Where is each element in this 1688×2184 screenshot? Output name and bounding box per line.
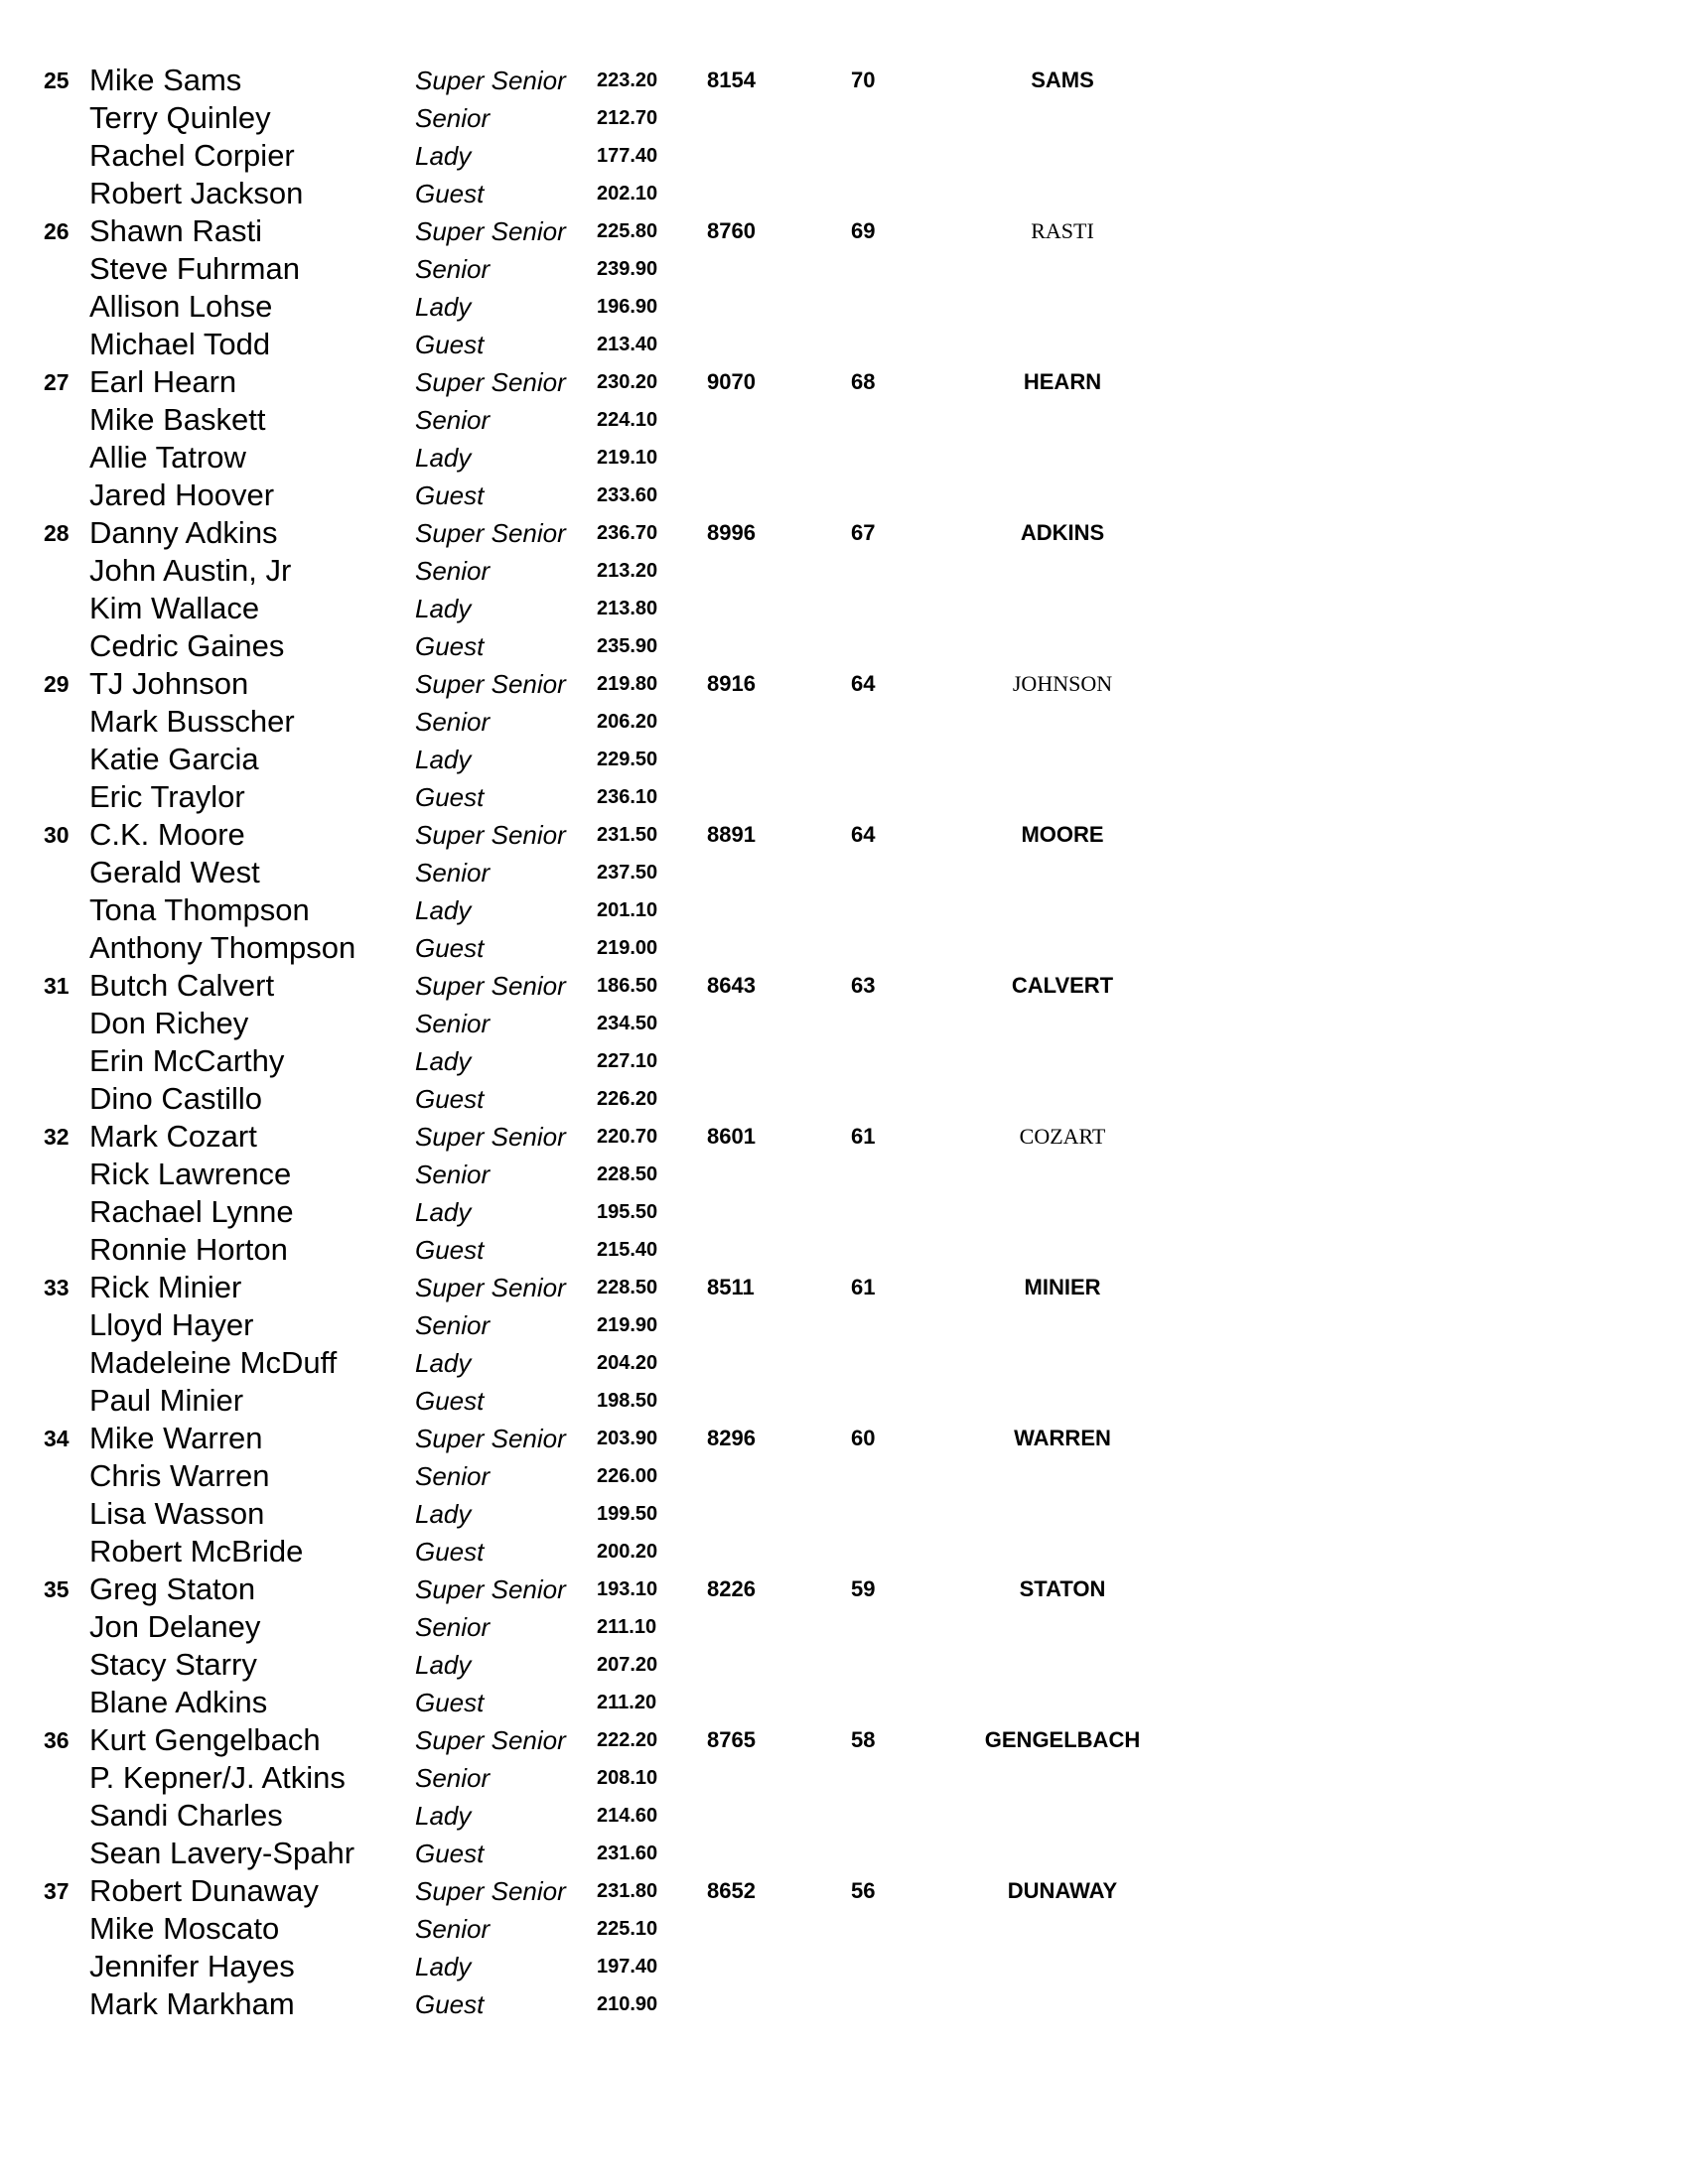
team-number: 30 <box>44 822 70 848</box>
team-points: 69 <box>851 218 876 243</box>
player-score: 228.50 <box>597 1277 658 1298</box>
player-row <box>0 1042 1688 1080</box>
team-captain: ADKINS <box>1020 520 1105 545</box>
player-division: Guest <box>415 480 485 510</box>
player-name: Don Richey <box>89 1006 249 1040</box>
player-name: Paul Minier <box>89 1383 244 1418</box>
player-division: Guest <box>415 1084 485 1114</box>
team-captain: WARREN <box>1014 1426 1111 1450</box>
player-name: Erin McCarthy <box>89 1043 285 1078</box>
team-points: 68 <box>851 369 876 394</box>
team-points: 63 <box>851 973 876 998</box>
team-points: 59 <box>851 1576 876 1601</box>
player-division: Guest <box>415 1989 485 2019</box>
player-row <box>0 514 1688 552</box>
player-row <box>0 1646 1688 1684</box>
player-name: Gerald West <box>89 855 260 889</box>
player-division: Senior <box>415 1763 491 1793</box>
player-score: 225.10 <box>597 1918 658 1940</box>
player-division: Senior <box>415 858 491 887</box>
player-score: 231.80 <box>597 1880 658 1902</box>
team-captain: HEARN <box>1023 369 1102 394</box>
player-row <box>0 1382 1688 1420</box>
player-score: 231.60 <box>597 1843 658 1864</box>
player-division: Senior <box>415 405 491 435</box>
player-division: Guest <box>415 330 485 359</box>
player-division: Lady <box>415 1801 472 1831</box>
player-row <box>0 1948 1688 1985</box>
team-block <box>0 665 1688 816</box>
team-number: 25 <box>44 68 70 93</box>
player-row <box>0 816 1688 854</box>
player-division: Lady <box>415 594 472 623</box>
player-score: 235.90 <box>597 635 658 657</box>
player-row <box>0 854 1688 891</box>
player-division: Lady <box>415 1650 472 1680</box>
player-score: 219.90 <box>597 1314 658 1336</box>
player-row <box>0 326 1688 363</box>
team-block <box>0 1721 1688 1872</box>
team-points: 64 <box>851 822 876 847</box>
player-row <box>0 703 1688 741</box>
team-captain: DUNAWAY <box>1007 1878 1118 1903</box>
team-points: 61 <box>851 1275 876 1299</box>
player-name: Mark Markham <box>89 1986 295 2021</box>
player-score: 234.50 <box>597 1013 658 1034</box>
player-name: Mike Sams <box>89 63 242 97</box>
team-number: 29 <box>44 671 70 697</box>
player-score: 226.00 <box>597 1465 658 1487</box>
player-row <box>0 1721 1688 1759</box>
player-row <box>0 1231 1688 1269</box>
player-name: Robert McBride <box>89 1534 304 1569</box>
player-division: Lady <box>415 1952 472 1981</box>
team-total: 8891 <box>707 822 756 847</box>
team-points: 56 <box>851 1878 876 1903</box>
player-name: Lloyd Hayer <box>89 1307 254 1342</box>
player-row <box>0 1872 1688 1910</box>
player-row <box>0 250 1688 288</box>
player-score: 219.00 <box>597 937 658 959</box>
player-division: Super Senior <box>415 1876 566 1906</box>
team-total: 8916 <box>707 671 756 696</box>
player-name: Greg Staton <box>89 1571 256 1606</box>
player-division: Guest <box>415 1537 485 1567</box>
player-division: Lady <box>415 1046 472 1076</box>
player-division: Super Senior <box>415 518 566 548</box>
player-name: TJ Johnson <box>89 666 249 701</box>
player-division: Lady <box>415 443 472 473</box>
player-name: Robert Dunaway <box>89 1873 319 1908</box>
player-division: Senior <box>415 1461 491 1491</box>
team-captain: COZART <box>1019 1124 1106 1149</box>
player-score: 198.50 <box>597 1390 658 1412</box>
team-block <box>0 1570 1688 1721</box>
player-score: 230.20 <box>597 371 658 393</box>
player-score: 213.20 <box>597 560 658 582</box>
player-name: Shawn Rasti <box>89 213 263 248</box>
player-name: Rick Lawrence <box>89 1157 292 1191</box>
player-row <box>0 1684 1688 1721</box>
team-block <box>0 967 1688 1118</box>
player-name: Michael Todd <box>89 327 271 361</box>
player-name: Kim Wallace <box>89 591 260 625</box>
team-number: 33 <box>44 1275 70 1300</box>
team-total: 8996 <box>707 520 756 545</box>
team-captain: SAMS <box>1031 68 1094 92</box>
team-block <box>0 1269 1688 1420</box>
team-block <box>0 1420 1688 1570</box>
results-sheet <box>0 62 1688 2023</box>
player-row <box>0 1156 1688 1193</box>
player-division: Senior <box>415 1310 491 1340</box>
player-score: 225.80 <box>597 220 658 242</box>
team-total: 8601 <box>707 1124 756 1149</box>
player-name: Mark Busscher <box>89 704 295 739</box>
team-captain: CALVERT <box>1011 973 1114 998</box>
team-block <box>0 1118 1688 1269</box>
player-name: Terry Quinley <box>89 100 271 135</box>
player-name: Jon Delaney <box>89 1609 261 1644</box>
player-division: Guest <box>415 1235 485 1265</box>
player-division: Super Senior <box>415 1424 566 1453</box>
player-division: Super Senior <box>415 367 566 397</box>
team-captain: MOORE <box>1021 822 1104 847</box>
player-score: 215.40 <box>597 1239 658 1261</box>
player-division: Lady <box>415 141 472 171</box>
player-division: Guest <box>415 1839 485 1868</box>
player-score: 196.90 <box>597 296 658 318</box>
player-row <box>0 1193 1688 1231</box>
player-score: 219.10 <box>597 447 658 469</box>
player-division: Guest <box>415 1688 485 1717</box>
player-division: Senior <box>415 1160 491 1189</box>
player-score: 236.70 <box>597 522 658 544</box>
player-name: Robert Jackson <box>89 176 304 210</box>
team-number: 32 <box>44 1124 70 1150</box>
player-row <box>0 1570 1688 1608</box>
player-score: 207.20 <box>597 1654 658 1676</box>
player-score: 202.10 <box>597 183 658 205</box>
player-name: Jennifer Hayes <box>89 1949 295 1983</box>
team-captain: STATON <box>1019 1576 1106 1601</box>
player-division: Guest <box>415 1386 485 1416</box>
player-score: 177.40 <box>597 145 658 167</box>
player-row <box>0 1457 1688 1495</box>
player-name: Mike Baskett <box>89 402 266 437</box>
player-score: 212.70 <box>597 107 658 129</box>
player-row <box>0 1835 1688 1872</box>
team-number: 26 <box>44 218 70 244</box>
player-score: 200.20 <box>597 1541 658 1563</box>
player-row <box>0 288 1688 326</box>
player-row <box>0 891 1688 929</box>
team-number: 37 <box>44 1878 70 1904</box>
player-score: 195.50 <box>597 1201 658 1223</box>
player-name: Earl Hearn <box>89 364 237 399</box>
player-name: Rick Minier <box>89 1270 242 1304</box>
player-division: Senior <box>415 1612 491 1642</box>
team-captain: GENGELBACH <box>984 1727 1141 1752</box>
player-score: 193.10 <box>597 1578 658 1600</box>
team-points: 58 <box>851 1727 876 1752</box>
player-score: 199.50 <box>597 1503 658 1525</box>
player-row <box>0 1118 1688 1156</box>
player-name: Butch Calvert <box>89 968 275 1003</box>
team-block <box>0 212 1688 363</box>
player-row <box>0 1985 1688 2023</box>
player-row <box>0 363 1688 401</box>
player-division: Guest <box>415 933 485 963</box>
team-block <box>0 1872 1688 2023</box>
player-row <box>0 212 1688 250</box>
team-total: 8652 <box>707 1878 756 1903</box>
team-number: 35 <box>44 1576 70 1602</box>
player-name: Mark Cozart <box>89 1119 257 1154</box>
player-row <box>0 590 1688 627</box>
player-division: Senior <box>415 1914 491 1944</box>
player-name: Tona Thompson <box>89 892 310 927</box>
team-number: 31 <box>44 973 70 999</box>
player-row <box>0 1495 1688 1533</box>
player-score: 223.20 <box>597 69 658 91</box>
player-row <box>0 1005 1688 1042</box>
team-total: 8643 <box>707 973 756 998</box>
player-name: Kurt Gengelbach <box>89 1722 321 1757</box>
player-score: 229.50 <box>597 749 658 770</box>
player-score: 204.20 <box>597 1352 658 1374</box>
player-division: Super Senior <box>415 669 566 699</box>
player-score: 228.50 <box>597 1163 658 1185</box>
player-row <box>0 1080 1688 1118</box>
player-division: Super Senior <box>415 1273 566 1302</box>
team-number: 27 <box>44 369 70 395</box>
player-name: Allison Lohse <box>89 289 273 324</box>
player-name: Mike Moscato <box>89 1911 280 1946</box>
player-score: 213.40 <box>597 334 658 355</box>
player-name: Stacy Starry <box>89 1647 257 1682</box>
player-division: Guest <box>415 179 485 208</box>
player-row <box>0 1797 1688 1835</box>
player-division: Senior <box>415 556 491 586</box>
player-row <box>0 175 1688 212</box>
player-name: Mike Warren <box>89 1421 263 1455</box>
player-division: Senior <box>415 707 491 737</box>
player-name: Katie Garcia <box>89 742 259 776</box>
player-score: 220.70 <box>597 1126 658 1148</box>
team-block <box>0 514 1688 665</box>
player-division: Super Senior <box>415 1122 566 1152</box>
player-row <box>0 552 1688 590</box>
player-row <box>0 439 1688 477</box>
player-row <box>0 137 1688 175</box>
player-name: Blane Adkins <box>89 1685 268 1719</box>
player-row <box>0 1306 1688 1344</box>
player-row <box>0 665 1688 703</box>
team-points: 60 <box>851 1426 876 1450</box>
team-total: 9070 <box>707 369 756 394</box>
team-points: 61 <box>851 1124 876 1149</box>
team-total: 8226 <box>707 1576 756 1601</box>
player-division: Senior <box>415 1009 491 1038</box>
team-points: 64 <box>851 671 876 696</box>
player-division: Lady <box>415 1348 472 1378</box>
player-name: Rachel Corpier <box>89 138 295 173</box>
player-row <box>0 1608 1688 1646</box>
player-score: 224.10 <box>597 409 658 431</box>
player-score: 214.60 <box>597 1805 658 1827</box>
team-total: 8154 <box>707 68 756 92</box>
player-name: P. Kepner/J. Atkins <box>89 1760 346 1795</box>
player-score: 186.50 <box>597 975 658 997</box>
player-score: 237.50 <box>597 862 658 884</box>
player-score: 201.10 <box>597 899 658 921</box>
player-division: Lady <box>415 292 472 322</box>
player-score: 208.10 <box>597 1767 658 1789</box>
player-name: Eric Traylor <box>89 779 245 814</box>
player-row <box>0 967 1688 1005</box>
player-division: Super Senior <box>415 1725 566 1755</box>
player-division: Lady <box>415 1197 472 1227</box>
player-row <box>0 62 1688 99</box>
player-row <box>0 1269 1688 1306</box>
team-block <box>0 363 1688 514</box>
player-row <box>0 1533 1688 1570</box>
player-name: Madeleine McDuff <box>89 1345 338 1380</box>
player-row <box>0 1910 1688 1948</box>
player-score: 233.60 <box>597 484 658 506</box>
team-number: 34 <box>44 1426 70 1451</box>
team-points: 67 <box>851 520 876 545</box>
player-row <box>0 1344 1688 1382</box>
player-row <box>0 929 1688 967</box>
player-score: 236.10 <box>597 786 658 808</box>
player-division: Senior <box>415 103 491 133</box>
player-name: Steve Fuhrman <box>89 251 300 286</box>
player-division: Super Senior <box>415 66 566 95</box>
player-score: 239.90 <box>597 258 658 280</box>
player-row <box>0 477 1688 514</box>
team-number: 36 <box>44 1727 70 1753</box>
player-division: Super Senior <box>415 1574 566 1604</box>
player-name: Ronnie Horton <box>89 1232 288 1267</box>
player-score: 213.80 <box>597 598 658 619</box>
player-division: Guest <box>415 631 485 661</box>
team-captain: JOHNSON <box>1012 671 1113 696</box>
player-row <box>0 627 1688 665</box>
player-division: Guest <box>415 782 485 812</box>
player-name: Sandi Charles <box>89 1798 283 1833</box>
team-block <box>0 62 1688 212</box>
player-score: 227.10 <box>597 1050 658 1072</box>
team-captain: RASTI <box>1031 218 1094 243</box>
player-division: Super Senior <box>415 971 566 1001</box>
player-division: Super Senior <box>415 216 566 246</box>
player-row <box>0 1759 1688 1797</box>
team-block <box>0 816 1688 967</box>
team-total: 8511 <box>707 1275 755 1299</box>
player-name: Chris Warren <box>89 1458 270 1493</box>
player-name: Rachael Lynne <box>89 1194 294 1229</box>
player-division: Lady <box>415 745 472 774</box>
player-score: 210.90 <box>597 1993 658 2015</box>
player-name: Jared Hoover <box>89 478 275 512</box>
player-score: 211.20 <box>597 1692 657 1713</box>
player-name: Allie Tatrow <box>89 440 246 475</box>
player-name: Cedric Gaines <box>89 628 285 663</box>
team-total: 8765 <box>707 1727 756 1752</box>
player-name: Lisa Wasson <box>89 1496 265 1531</box>
player-score: 203.90 <box>597 1428 658 1449</box>
player-division: Lady <box>415 1499 472 1529</box>
player-row <box>0 1420 1688 1457</box>
player-score: 197.40 <box>597 1956 658 1978</box>
player-row <box>0 401 1688 439</box>
player-score: 222.20 <box>597 1729 658 1751</box>
team-captain: MINIER <box>1024 1275 1101 1299</box>
team-number: 28 <box>44 520 70 546</box>
player-division: Super Senior <box>415 820 566 850</box>
player-name: Danny Adkins <box>89 515 278 550</box>
player-division: Lady <box>415 895 472 925</box>
player-division: Senior <box>415 254 491 284</box>
player-score: 211.10 <box>597 1616 657 1638</box>
player-row <box>0 99 1688 137</box>
player-name: Sean Lavery-Spahr <box>89 1836 355 1870</box>
player-name: John Austin, Jr <box>89 553 292 588</box>
player-row <box>0 778 1688 816</box>
player-score: 231.50 <box>597 824 658 846</box>
team-total: 8296 <box>707 1426 756 1450</box>
player-score: 226.20 <box>597 1088 658 1110</box>
team-total: 8760 <box>707 218 756 243</box>
player-row <box>0 741 1688 778</box>
player-score: 219.80 <box>597 673 658 695</box>
player-score: 206.20 <box>597 711 658 733</box>
player-name: Dino Castillo <box>89 1081 263 1116</box>
player-name: Anthony Thompson <box>89 930 356 965</box>
player-name: C.K. Moore <box>89 817 245 852</box>
team-points: 70 <box>851 68 876 92</box>
